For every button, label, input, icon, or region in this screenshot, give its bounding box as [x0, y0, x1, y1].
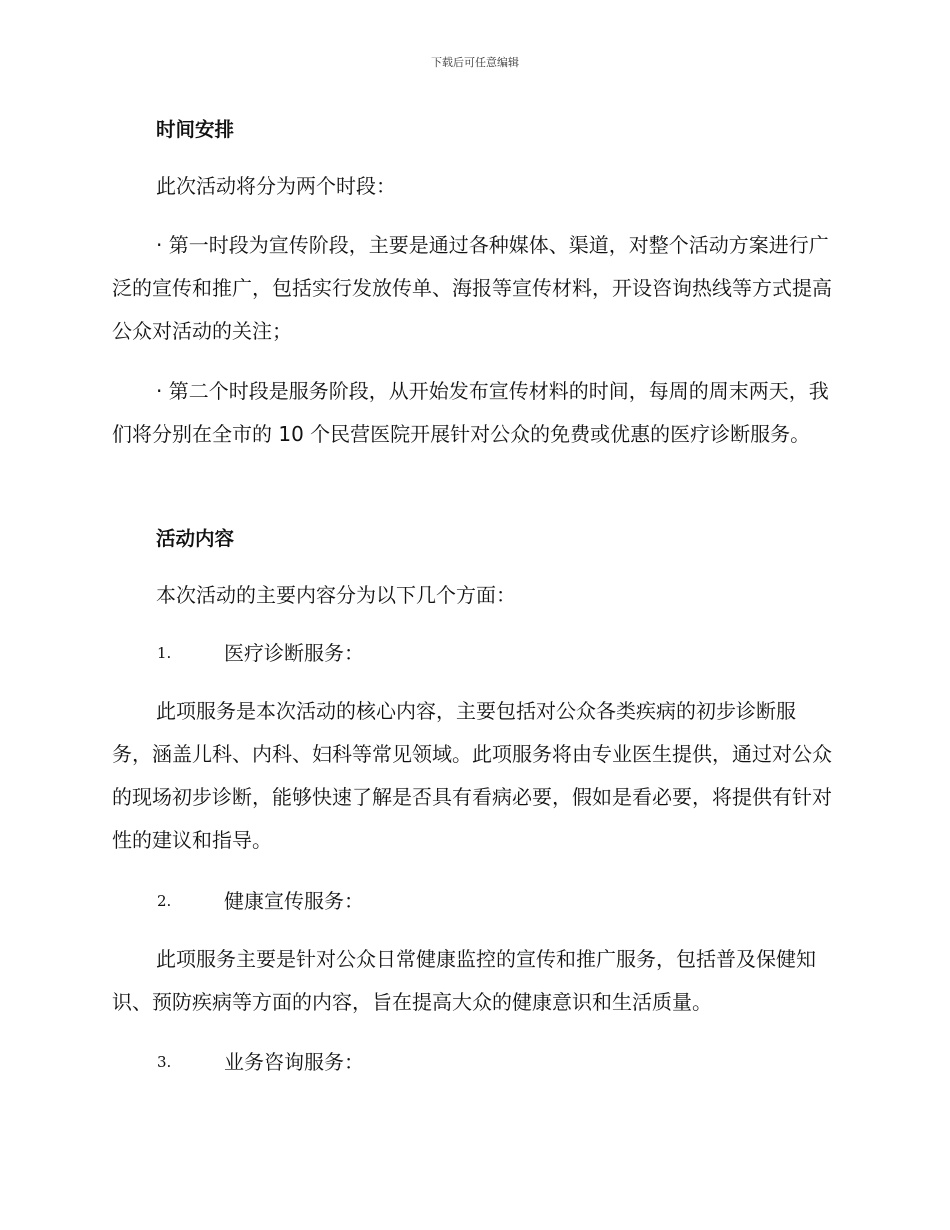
list-item-number: 3. [157, 1053, 172, 1071]
content-intro: 本次活动的主要内容分为以下几个方面： [156, 583, 516, 607]
schedule-bullet-2: · 第二个时段是服务阶段，从开始发布宣传材料的时间，每周的周末两天，我们将分别在全市的 10 个民营医院开展针对公众的免费或优惠的医疗诊断服务。 [112, 379, 829, 446]
list-item-label: 健康宣传服务： [224, 889, 364, 913]
schedule-intro: 此次活动将分为两个时段： [156, 174, 396, 198]
list-item-number: 2. [157, 892, 172, 910]
list-item-label: 业务咨询服务： [224, 1050, 364, 1074]
list-item-3 [112, 1041, 832, 1084]
list-item-label: 医疗诊断服务： [224, 641, 364, 665]
schedule-bullet-1: · 第一时段为宣传阶段，主要是通过各种媒体、渠道，对整个活动方案进行广泛的宣传和推广，包括实行发放传单、海报等宣传材料，开设咨询热线等方式提高公众对活动的关注； [112, 233, 832, 343]
section-heading-schedule: 时间安排 [156, 118, 235, 141]
section-heading-content: 活动内容 [156, 527, 235, 550]
list-item-1 [112, 632, 832, 675]
page-header-note: 下载后可任意编辑 [431, 56, 519, 69]
list-item-1-body: 此项服务是本次活动的核心内容，主要包括对公众各类疾病的初步诊断服务，涵盖儿科、内科、妇科等常见领域。此项服务将由专业医生提供，通过对公众的现场初步诊断，能够快速了解是否具有看病必要，假如是看必要，将提供有针对性的建议和指导。 [112, 699, 832, 852]
list-item-2 [112, 880, 832, 923]
list-item-2-body: 此项服务主要是针对公众日常健康监控的宣传和推广服务，包括普及保健知识、预防疾病等方面的内容，旨在提高大众的健康意识和生活质量。 [112, 947, 816, 1014]
list-item-number: 1. [157, 644, 172, 662]
